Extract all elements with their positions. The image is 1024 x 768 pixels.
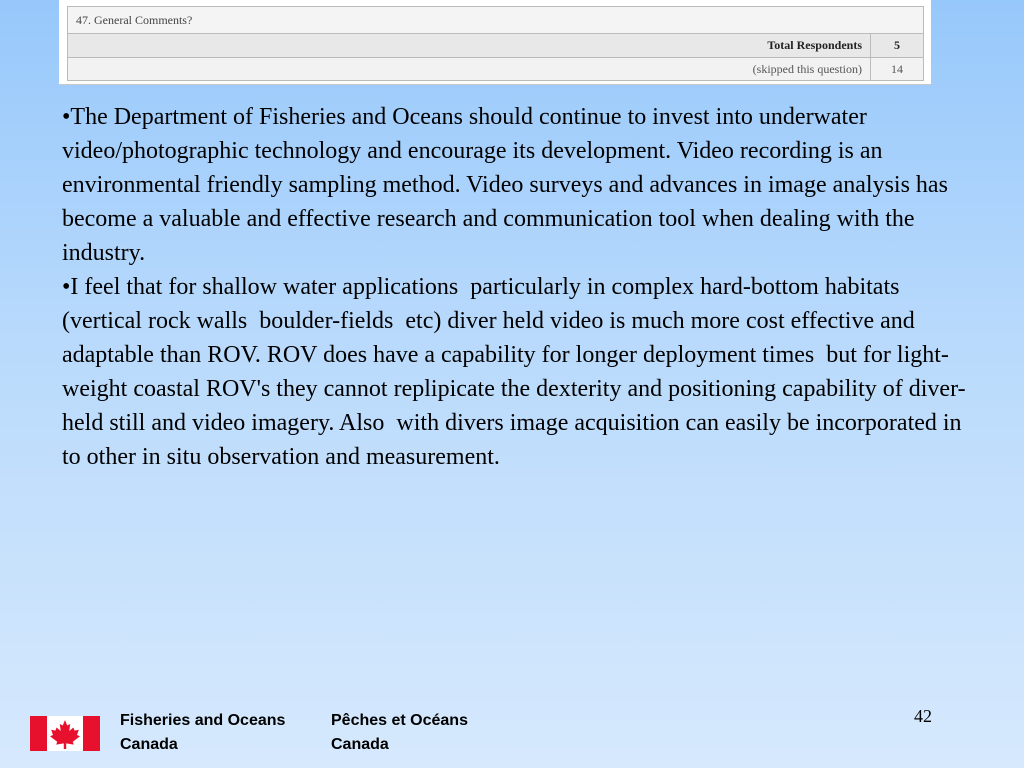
question-row (68, 7, 924, 34)
canada-flag-icon (30, 716, 100, 751)
survey-results-table (67, 6, 924, 81)
comment-bullet-2: •I feel that for shallow water applications particularly in complex hard-bottom habitats (vertical rock walls boulder-fields etc) diver held video is much more cost effective and adaptable than ROV. ROV does have a capability for longer deployment times but for light-weight coastal ROV's they cannot replipicate the dexterity and positioning capability of diver-held still and video imagery. Also with divers image acquisition can easily be incorporated in to other in situ observation and measurement. (62, 274, 968, 470)
slide-number: 42 (914, 706, 932, 726)
comment-bullet-1: •The Department of Fisheries and Oceans should continue to invest into underwater video/photographic technology and encourage its development. Video recording is an environmental friendly sampling method. Video surveys and advances in image analysis has become a valuable and effective research and communication tool when dealing with the industry. (62, 104, 954, 266)
comments-body (62, 100, 967, 474)
question-title: 47. General Comments? (68, 7, 924, 34)
total-respondents-value: 5 (871, 34, 924, 58)
signature-english-line2: Canada (120, 736, 178, 753)
skipped-question-label: (skipped this question) (68, 58, 871, 81)
signature-french-line1: Pêches et Océans (331, 712, 468, 729)
total-respondents-row (68, 34, 924, 58)
skipped-question-row (68, 58, 924, 81)
signature-english-line1: Fisheries and Oceans (120, 712, 286, 729)
skipped-question-value: 14 (871, 58, 924, 81)
survey-results-panel (59, 0, 931, 85)
total-respondents-label: Total Respondents (68, 34, 871, 58)
signature-french-line2: Canada (331, 736, 389, 753)
